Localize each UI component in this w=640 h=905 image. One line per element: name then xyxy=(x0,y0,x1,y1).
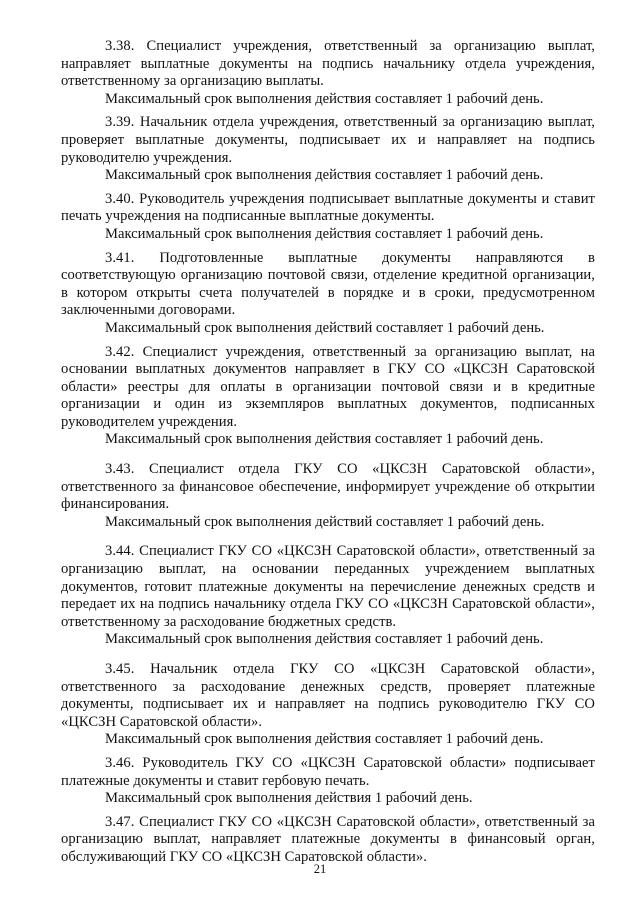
clause-text: 3.40. Руководитель учреждения подписывает выплатные документы и ставит печать учреждения на подписанные выплатные документы. xyxy=(61,190,595,225)
clause-3-42 xyxy=(61,344,595,450)
clause-3-43 xyxy=(61,461,595,531)
document-body xyxy=(61,38,595,873)
clause-text: 3.45. Начальник отдела ГКУ СО «ЦКСЗН Саратовской области», ответственного за расходование денежных средств, проверяет платежные документы, подписывает их и направляет на подпись руководителю ГКУ СО «ЦКСЗН Саратовской области». xyxy=(61,661,595,730)
clause-deadline: Максимальный срок выполнения действия составляет 1 рабочий день. xyxy=(105,90,544,107)
clause-3-38 xyxy=(61,38,595,108)
clause-text: 3.42. Специалист учреждения, ответственный за организацию выплат, на основании выплатных документов направляет в ГКУ СО «ЦКСЗН Саратовской области» реестры для оплаты в организации почтовой связи и в кредитные организации и один из экземпляров выплатных документов, подписанных руководителем учреждения. xyxy=(61,343,595,430)
clause-deadline: Максимальный срок выполнения действия составляет 1 рабочий день. xyxy=(105,631,544,648)
clause-3-45 xyxy=(61,661,595,749)
clause-deadline: Максимальный срок выполнения действия 1 рабочий день. xyxy=(105,790,473,807)
clause-3-47 xyxy=(61,814,595,867)
clause-deadline: Максимальный срок выполнения действия составляет 1 рабочий день. xyxy=(105,225,544,242)
clause-3-40 xyxy=(61,191,595,244)
clause-deadline: Максимальный срок выполнения действий составляет 1 рабочий день. xyxy=(105,513,545,530)
clause-deadline: Максимальный срок выполнения действий составляет 1 рабочий день. xyxy=(105,319,545,336)
clause-3-41 xyxy=(61,250,595,338)
clause-3-44 xyxy=(61,543,595,649)
clause-deadline: Максимальный срок выполнения действия составляет 1 рабочий день. xyxy=(105,431,544,448)
clause-text: 3.43. Специалист отдела ГКУ СО «ЦКСЗН Саратовской области», ответственного за финансовое обеспечение, информирует учреждение об открытии финансирования. xyxy=(61,461,595,513)
clause-text: 3.41. Подготовленные выплатные документы направляются в соответствующую организацию почтовой связи, отделение кредитной организации, в котором открыты счета получателей в порядке и в сроки, предусмотренном заключенными договорами. xyxy=(61,249,595,319)
clause-text: 3.39. Начальник отдела учреждения, ответственный за организацию выплат, проверяет выплатные документы, подписывает их и направляет на подпись руководителю учреждения. xyxy=(61,114,595,166)
clause-text: 3.47. Специалист ГКУ СО «ЦКСЗН Саратовской области», ответственный за организацию выплат, направляет платежные документы в финансовый орган, обслуживающий ГКУ СО «ЦКСЗН Саратовской области». xyxy=(61,813,595,865)
clause-3-46 xyxy=(61,755,595,808)
page-number: 21 xyxy=(313,862,327,876)
clause-text: 3.44. Специалист ГКУ СО «ЦКСЗН Саратовской области», ответственный за организацию выплат, на основании переданных учреждением выплатных документов, готовит платежные документы на перечисление денежных средств и передает их на подпись начальнику отдела ГКУ СО «ЦКСЗН Саратовской области», ответственному за расходование бюджетных средств. xyxy=(61,543,595,630)
clause-deadline: Максимальный срок выполнения действия составляет 1 рабочий день. xyxy=(105,731,544,748)
clause-deadline: Максимальный срок выполнения действия составляет 1 рабочий день. xyxy=(105,167,544,184)
clause-3-39 xyxy=(61,114,595,184)
clause-text: 3.46. Руководитель ГКУ СО «ЦКСЗН Саратовской области» подписывает платежные документы и ставит гербовую печать. xyxy=(61,754,595,789)
clause-text: 3.38. Специалист учреждения, ответственный за организацию выплат, направляет выплатные документы на подпись начальнику отдела учреждения, ответственному за организацию выплаты. xyxy=(61,38,595,90)
